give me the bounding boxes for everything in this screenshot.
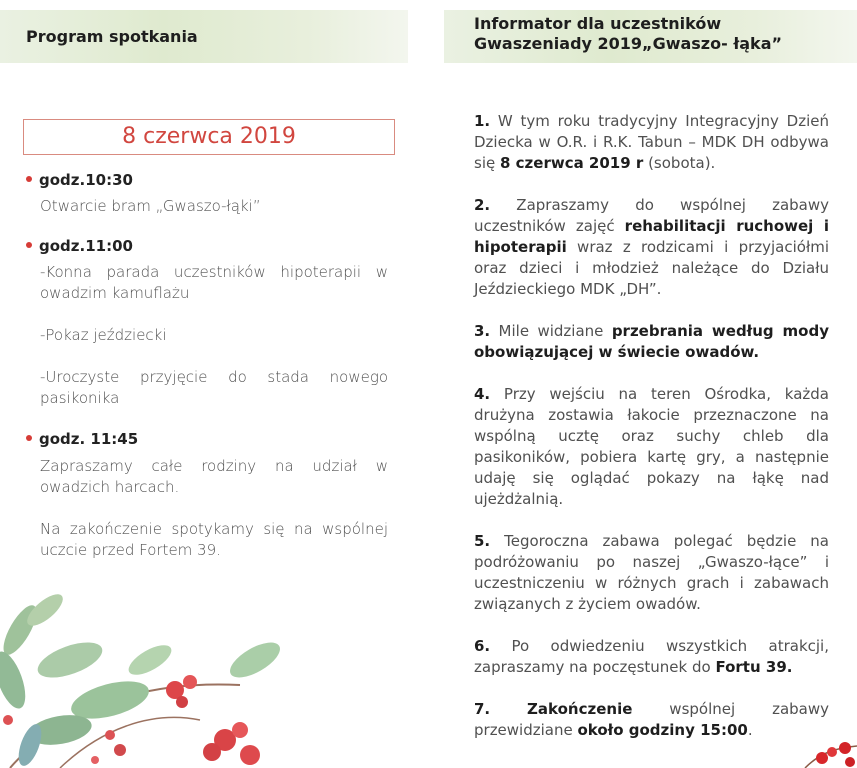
schedule-item: Na zakończenie spotykamy się na wspólnej uczcie przed Fortem 39. xyxy=(40,520,388,559)
schedule-item: -Pokaz jeździecki xyxy=(40,326,167,344)
floral-decoration-icon xyxy=(0,590,300,768)
schedule-text: Otwarcie bram „Gwaszo-łąki” xyxy=(40,197,261,215)
schedule-item: -Konna parada uczestników hipoterapii w owadzim kamuflażu xyxy=(40,263,388,302)
info-item: 2. Zapraszamy do wspólnej zabawy uczestników zajęć rehabilitacji ruchowej i hipoterapii wraz z rodzicami i przyjaciółmi oraz dzieci i młodzież należące do Działu Jeździeckiego MDK „DH”. xyxy=(474,196,829,298)
schedule-item: Zapraszamy całe rodziny na udział w owadzich harcach. xyxy=(40,457,388,496)
info-heading-line1: Informator dla uczestników xyxy=(474,14,722,33)
schedule-time: godz.11:00 xyxy=(26,237,133,255)
floral-corner-icon xyxy=(800,728,857,768)
info-item: 7. Zakończenie wspólnej zabawy przewidziane około godziny 15:00. xyxy=(474,700,829,739)
info-item: 4. Przy wejściu na teren Ośrodka, każda drużyna zostawia łakocie przeznaczone na wspólną ucztę oraz suchy chleb dla pasikoników, pobiera kartę gry, a następnie udaję się oglądać pokazy na łąkę nad ujeżdżalnią. xyxy=(474,385,829,508)
info-item: 5. Tegoroczna zabawa polegać będzie na podróżowaniu po naszej „Gwaszo-łące” i uczestniczeniu w różnych grach i zabawach związanych z życiem owadów. xyxy=(474,532,829,613)
info-item: 3. Mile widziane przebrania według mody obowiązującej w świecie owadów. xyxy=(474,322,829,361)
schedule-item: -Uroczyste przyjęcie do stada nowego pasikonika xyxy=(40,368,388,407)
info-heading-line2: Gwaszeniady 2019„Gwaszo- łąka” xyxy=(474,34,783,53)
bullet-dot-icon xyxy=(26,242,32,248)
bullet-dot-icon xyxy=(26,176,32,182)
schedule-time: godz. 11:45 xyxy=(26,430,138,448)
info-item: 1. W tym roku tradycyjny Integracyjny Dzień Dziecka w O.R. i R.K. Tabun – MDK DH odbywa się 8 czerwca 2019 r (sobota). xyxy=(474,112,829,172)
program-heading: Program spotkania xyxy=(26,27,198,46)
info-item: 6. Po odwiedzeniu wszystkich atrakcji, zapraszamy na poczęstunek do Fortu 39. xyxy=(474,637,829,676)
event-date: 8 czerwca 2019 xyxy=(23,119,395,155)
bullet-dot-icon xyxy=(26,435,32,441)
schedule-time: godz.10:30 xyxy=(26,171,133,189)
info-heading xyxy=(474,14,782,54)
